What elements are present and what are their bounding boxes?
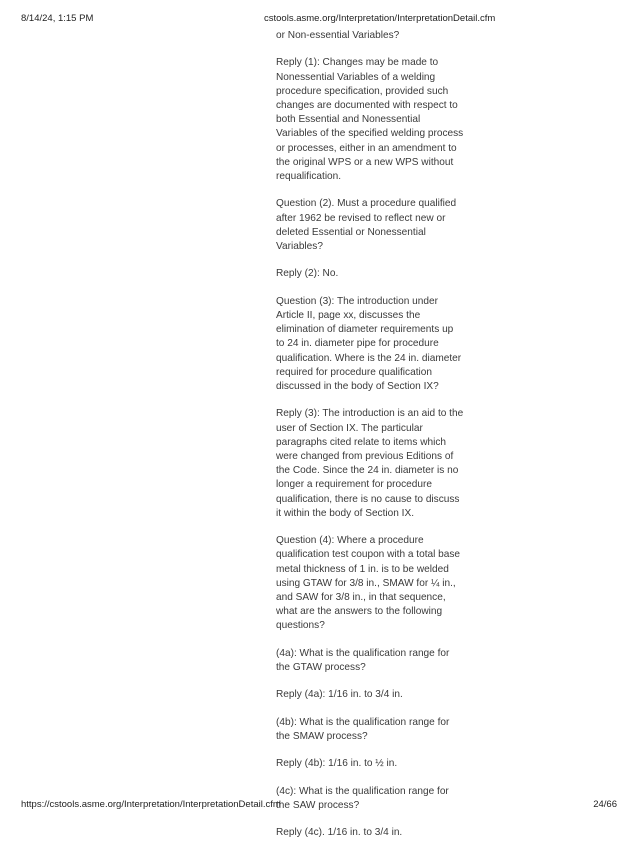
paragraph-question-4b: (4b): What is the qualification range for the SMAW process? — [276, 716, 450, 743]
paragraph-question-4a: (4a): What is the qualification range for the GTAW process? — [276, 647, 450, 674]
paragraph-reply-4b: Reply (4b): 1/16 in. to ½ in. — [276, 758, 398, 770]
paragraph-reply-3: Reply (3): The introduction is an aid to the user of Section IX. The particular paragraphs cited relate to items which were changed from previous Editions of the Code. Since the 24 in. diameter is no longer a requirement for procedure qualification, there is no cause to discuss it within the body of Section IX. — [276, 408, 464, 519]
print-header-url: cstools.asme.org/Interpretation/InterpretationDetail.cfm — [264, 13, 496, 24]
print-footer-url: https://cstools.asme.org/Interpretation/InterpretationDetail.cfm — [21, 799, 281, 810]
paragraph-question-4: Question (4): Where a procedure qualification test coupon with a total base metal thickness of 1 in. is to be welded using GTAW for 3/8 in., SMAW for ¼ in., and SAW for 3/8 in., in that sequence, what are the answers to the following questions? — [276, 535, 461, 632]
paragraph-reply-2: Reply (2): No. — [276, 268, 339, 280]
print-footer — [21, 799, 617, 813]
paragraph-reply-4a: Reply (4a): 1/16 in. to 3/4 in. — [276, 689, 403, 701]
print-header — [21, 13, 617, 27]
paragraph-reply-4c: Reply (4c). 1/16 in. to 3/4 in. — [276, 827, 403, 839]
page-number: 24/66 — [593, 799, 617, 810]
paragraph-question-4c: (4c): What is the qualification range for the SAW process? — [276, 785, 449, 811]
paragraph-question-2: Question (2). Must a procedure qualified after 1962 be revised to reflect new or deleted Essential or Nonessential Variables? — [276, 198, 457, 253]
print-datetime: 8/14/24, 1:15 PM — [21, 13, 94, 24]
paragraph-question-1-tail: or Non-essential Variables? — [276, 30, 400, 41]
paragraph-question-3: Question (3): The introduction under Article II, page xx, discusses the elimination of diameter requirements up to 24 in. diameter pipe for procedure qualification. Where is the 24 in. diameter required for procedure qualification discussed in the body of Section IX? — [276, 295, 462, 393]
interpretation-body — [276, 29, 464, 841]
paragraph-reply-1: Reply (1): Changes may be made to Nonessential Variables of a welding procedure specification, provided such changes are documented with respect to both Essential and Nonessential Variables of the specified welding process or processes, either in an amendment to the original WPS or a new WPS without requalification. — [276, 57, 464, 183]
